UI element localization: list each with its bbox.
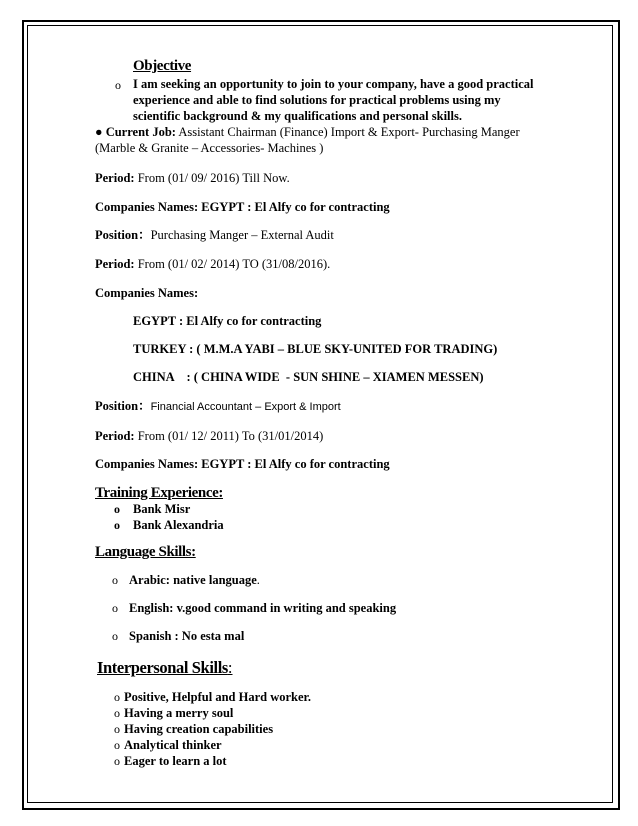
training-bullet-1: o — [114, 502, 120, 516]
job1-position-label: Position — [95, 228, 139, 242]
job1-position-value: Purchasing Manger – External Audit — [150, 228, 334, 242]
job2-company-turkey: TURKEY : ( M.M.A YABI – BLUE SKY-UNITED FOR TRADING) — [133, 342, 498, 356]
objective-line-3: scientific background & my qualifications and personal skills. — [133, 109, 462, 123]
interpersonal-bullet-3: o — [114, 722, 120, 736]
language-item-spanish: Spanish : No esta mal — [129, 629, 245, 643]
interpersonal-item-1: Positive, Helpful and Hard worker. — [124, 690, 312, 704]
job1-period-label: Period: — [95, 171, 135, 185]
language-item-arabic-text: Arabic: native language — [129, 573, 257, 587]
current-job-value: Assistant Chairman (Finance) Import & Export- Purchasing Manger — [175, 125, 520, 139]
interpersonal-bullet-1: o — [114, 690, 120, 704]
interpersonal-heading-tail: : — [227, 658, 233, 677]
current-job-line — [95, 125, 520, 140]
objective-line-2: experience and able to find solutions for practical problems using my — [133, 93, 501, 107]
job1-period — [95, 171, 290, 186]
interpersonal-item-5: Eager to learn a lot — [124, 754, 227, 768]
language-item-english: English: v.good command in writing and speaking — [129, 601, 397, 615]
training-item-1: Bank Misr — [133, 502, 191, 516]
interpersonal-item-4: Analytical thinker — [124, 738, 222, 752]
current-job-label: Current Job: — [105, 125, 176, 139]
bullet-dot-icon: ● — [95, 125, 103, 139]
job2-companies-label: Companies Names: — [95, 286, 199, 300]
job2-period-value: From (01/ 02/ 2014) TO (31/08/2016). — [134, 257, 331, 271]
interpersonal-bullet-5: o — [114, 754, 120, 768]
current-job-line-2: (Marble & Granite – Accessories- Machines ) — [95, 141, 324, 155]
job3-period-label: Period: — [95, 429, 135, 443]
job2-position-sep: ： — [138, 399, 151, 413]
job3-period — [95, 429, 323, 444]
training-heading: Training Experience: — [95, 485, 223, 501]
job3-period-value: From (01/ 12/ 2011) To (31/01/2014) — [134, 429, 324, 443]
interpersonal-item-3: Having creation capabilities — [124, 722, 274, 736]
language-bullet-3: o — [112, 629, 118, 643]
job2-company-china: CHINA : ( CHINA WIDE - SUN SHINE – XIAMEN MESSEN) — [133, 370, 484, 384]
interpersonal-heading-line — [97, 658, 233, 677]
job2-position-value: Financial Accountant – Export & Import — [150, 401, 341, 413]
job2-period-label: Period: — [95, 257, 135, 271]
language-bullet-1: o — [112, 573, 118, 587]
training-bullet-2: o — [114, 518, 120, 532]
interpersonal-heading: Interpersonal Skills — [97, 658, 228, 677]
job1-position — [95, 228, 334, 243]
job3-companies: Companies Names: EGYPT : El Alfy co for contracting — [95, 457, 390, 471]
objective-line-1: I am seeking an opportunity to join to your company, have a good practical — [133, 77, 534, 91]
interpersonal-item-2: Having a merry soul — [124, 706, 234, 720]
job1-position-sep: ： — [138, 228, 151, 242]
job2-period — [95, 257, 330, 272]
interpersonal-bullet-2: o — [114, 706, 120, 720]
interpersonal-bullet-4: o — [114, 738, 120, 752]
job2-position — [95, 399, 341, 415]
job1-companies: Companies Names: EGYPT : El Alfy co for contracting — [95, 200, 390, 214]
language-item-arabic — [129, 573, 260, 588]
language-heading: Language Skills: — [95, 544, 196, 560]
job2-company-egypt: EGYPT : El Alfy co for contracting — [133, 314, 322, 328]
training-item-2: Bank Alexandria — [133, 518, 224, 532]
language-bullet-2: o — [112, 601, 118, 615]
language-item-arabic-tail: . — [256, 573, 260, 587]
job1-period-value: From (01/ 09/ 2016) Till Now. — [134, 171, 290, 185]
objective-bullet: o — [115, 78, 121, 92]
job2-position-label: Position — [95, 399, 139, 413]
objective-heading: Objective — [133, 58, 192, 74]
